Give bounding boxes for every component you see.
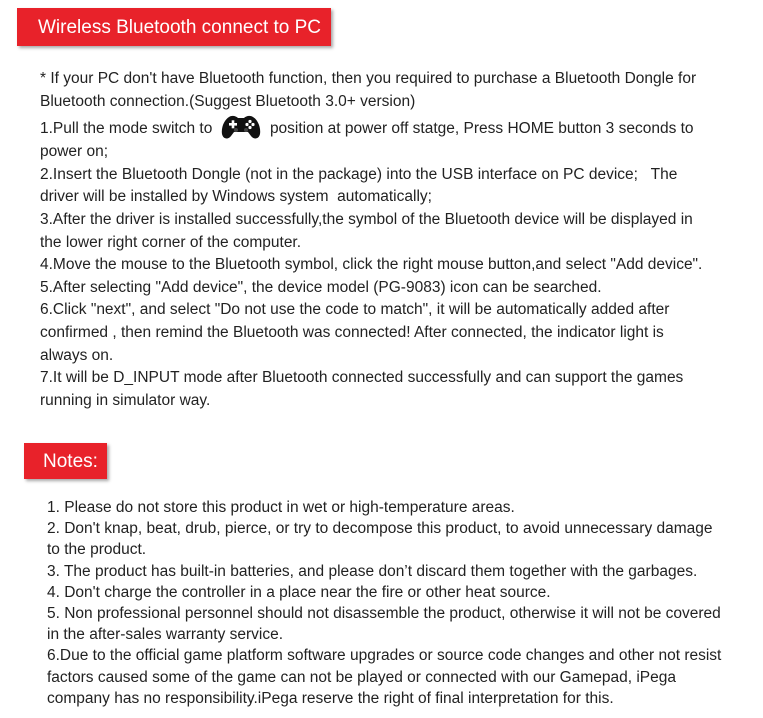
bluetooth-instructions xyxy=(40,68,752,412)
section-title-text: Wireless Bluetooth connect to PC xyxy=(38,16,322,38)
section-title-text: Notes: xyxy=(43,450,98,472)
note-line: factors caused some of the game can not be played or connected with our Gamepad, iPega xyxy=(47,668,676,686)
note-line: to the product. xyxy=(47,541,147,559)
instruction-step-7 xyxy=(40,367,752,412)
note-item-4 xyxy=(47,582,753,603)
note-item-6 xyxy=(47,645,753,709)
instruction-line: confirmed , then remind the Bluetooth was connected! After connected, the indicator light is xyxy=(40,323,664,341)
instruction-line: always on. xyxy=(40,346,114,364)
instruction-line: Bluetooth connection.(Suggest Bluetooth 3.0+ version) xyxy=(40,92,416,110)
instruction-step-5 xyxy=(40,277,752,300)
gamepad-icon xyxy=(220,113,262,141)
note-line: 5. Non professional personnel should not disassemble the product, otherwise it will not be covered xyxy=(47,605,721,623)
note-item-2 xyxy=(47,518,753,560)
note-line: 2. Don't knap, beat, drub, pierce, or try to decompose this product, to avoid unnecessary damage xyxy=(47,520,713,538)
instruction-line: 6.Click "next", and select "Do not use the code to match", it will be automatically added after xyxy=(40,301,670,319)
instruction-step-3 xyxy=(40,209,752,254)
instruction-intro xyxy=(40,68,752,113)
note-line: in the after-sales warranty service. xyxy=(47,626,284,644)
instruction-line: running in simulator way. xyxy=(40,391,211,409)
instruction-line: 4.Move the mouse to the Bluetooth symbol, click the right mouse button,and select "Add device". xyxy=(40,256,703,274)
instruction-step-2 xyxy=(40,164,752,209)
instruction-line: 5.After selecting "Add device", the device model (PG-9083) icon can be searched. xyxy=(40,278,602,296)
instruction-line: * If your PC don't have Bluetooth function, then you required to purchase a Bluetooth Dongle for xyxy=(40,70,697,87)
note-line: 3. The product has built-in batteries, and please don’t discard them together with the garbages. xyxy=(47,562,698,580)
instruction-line: driver will be installed by Windows system automatically; xyxy=(40,188,432,206)
instruction-step-1 xyxy=(40,113,752,164)
notes-list xyxy=(47,497,753,709)
section-title-wireless-bluetooth xyxy=(17,8,331,46)
note-item-3 xyxy=(47,561,753,582)
instruction-step-6 xyxy=(40,299,752,367)
instruction-text: position at power off statge, Press HOME button 3 seconds to xyxy=(269,120,694,138)
instruction-step-4 xyxy=(40,254,752,277)
instruction-line: the lower right corner of the computer. xyxy=(40,233,302,251)
note-line: 1. Please do not store this product in wet or high-temperature areas. xyxy=(47,499,515,516)
note-line: 4. Don't charge the controller in a place near the fire or other heat source. xyxy=(47,583,551,601)
note-item-5 xyxy=(47,603,753,645)
section-title-notes xyxy=(24,443,107,479)
instruction-line: 2.Insert the Bluetooth Dongle (not in the package) into the USB interface on PC device; The xyxy=(40,165,678,183)
instruction-line: 3.After the driver is installed successfully,the symbol of the Bluetooth device will be displayed in xyxy=(40,210,693,228)
instruction-line: power on; xyxy=(40,143,109,161)
instruction-line-with-icon xyxy=(40,113,752,141)
note-line: 6.Due to the official game platform software upgrades or source code changes and other not resist xyxy=(47,647,722,665)
instruction-line: 7.It will be D_INPUT mode after Bluetooth connected successfully and can support the games xyxy=(40,369,684,387)
note-line: company has no responsibility.iPega reserve the right of final interpretation for this. xyxy=(47,689,614,707)
note-item-1 xyxy=(47,497,753,518)
instruction-text: 1.Pull the mode switch to xyxy=(40,120,213,138)
